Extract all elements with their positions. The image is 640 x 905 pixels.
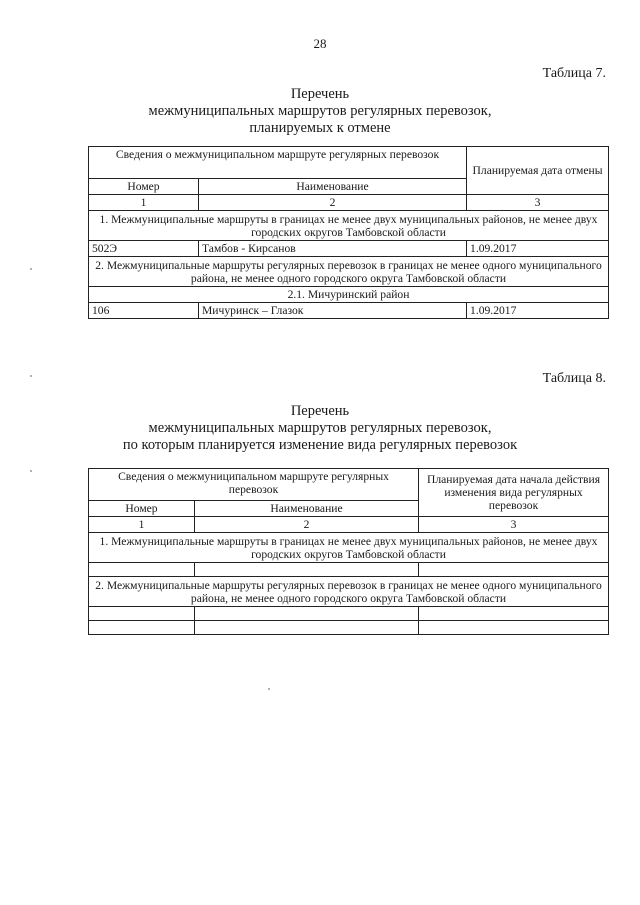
table7-label: Таблица 7. bbox=[542, 66, 606, 81]
table8-header-name: Наименование bbox=[195, 501, 419, 517]
table7-title-line3: планируемых к отмене bbox=[249, 120, 391, 136]
table7-subsection: 2.1. Мичуринский район bbox=[89, 287, 609, 303]
table7-header-route-info: Сведения о межмуниципальном маршруте регулярных перевозок bbox=[89, 147, 467, 179]
table7-header-date: Планируемая дата отмены bbox=[467, 147, 609, 195]
table7-col-num-3: 3 bbox=[467, 195, 609, 211]
table7-col-num-1: 1 bbox=[89, 195, 199, 211]
table8-col-num-2: 2 bbox=[195, 517, 419, 533]
table8-header-route-info: Сведения о межмуниципальном маршруте регулярных перевозок bbox=[89, 469, 419, 501]
table8-empty-cell bbox=[89, 621, 195, 635]
table8-title-line2: межмуниципальных маршрутов регулярных перевозок, bbox=[148, 420, 492, 436]
table8-empty-cell bbox=[195, 563, 419, 577]
table7-row1-date: 1.09.2017 bbox=[467, 241, 609, 257]
scan-speck bbox=[30, 470, 32, 472]
table7-title-line1: Перечень bbox=[290, 86, 350, 102]
table7-row2-date: 1.09.2017 bbox=[467, 303, 609, 319]
table8-empty-cell bbox=[195, 621, 419, 635]
page-number: 28 bbox=[313, 36, 327, 51]
table7-row1-name: Тамбов - Кирсанов bbox=[199, 241, 467, 257]
table7-header-number: Номер bbox=[89, 179, 199, 195]
table8-header-number: Номер bbox=[89, 501, 195, 517]
table8-empty-cell bbox=[89, 563, 195, 577]
table8 bbox=[88, 468, 609, 635]
table7-row1-number: 502Э bbox=[89, 241, 199, 257]
scan-speck bbox=[30, 375, 32, 377]
scan-speck bbox=[268, 688, 270, 690]
table7-section-1: 1. Межмуниципальные маршруты в границах не менее двух муниципальных районов, не менее двух городских округов Тамбовской области bbox=[89, 211, 609, 241]
table8-empty-cell bbox=[419, 621, 609, 635]
table8-title-line3: по которым планируется изменение вида регулярных перевозок bbox=[122, 437, 518, 453]
table7-title-line2: межмуниципальных маршрутов регулярных перевозок, bbox=[148, 103, 492, 119]
table7-header-name: Наименование bbox=[199, 179, 467, 195]
table8-title-line1: Перечень bbox=[290, 403, 350, 419]
table7-col-num-2: 2 bbox=[199, 195, 467, 211]
table8-section-2: 2. Межмуниципальные маршруты регулярных перевозок в границах не менее одного муниципального района, не менее одного городского округа Тамбовской области bbox=[89, 577, 609, 607]
table8-col-num-3: 3 bbox=[419, 517, 609, 533]
table8-empty-cell bbox=[419, 563, 609, 577]
table8-header-date: Планируемая дата начала действия изменения вида регулярных перевозок bbox=[419, 469, 609, 517]
table8-section-1: 1. Межмуниципальные маршруты в границах не менее двух муниципальных районов, не менее двух городских округов Тамбовской области bbox=[89, 533, 609, 563]
table7-section-2: 2. Межмуниципальные маршруты регулярных перевозок в границах не менее одного муниципального района, не менее одного городского округа Тамбовской области bbox=[89, 257, 609, 287]
table7-row2-name: Мичуринск – Глазок bbox=[199, 303, 467, 319]
table7 bbox=[88, 146, 609, 319]
table8-col-num-1: 1 bbox=[89, 517, 195, 533]
table8-empty-cell bbox=[419, 607, 609, 621]
table7-row2-number: 106 bbox=[89, 303, 199, 319]
scan-speck bbox=[30, 268, 32, 270]
table8-empty-cell bbox=[89, 607, 195, 621]
table8-empty-cell bbox=[195, 607, 419, 621]
table8-label: Таблица 8. bbox=[542, 371, 606, 386]
